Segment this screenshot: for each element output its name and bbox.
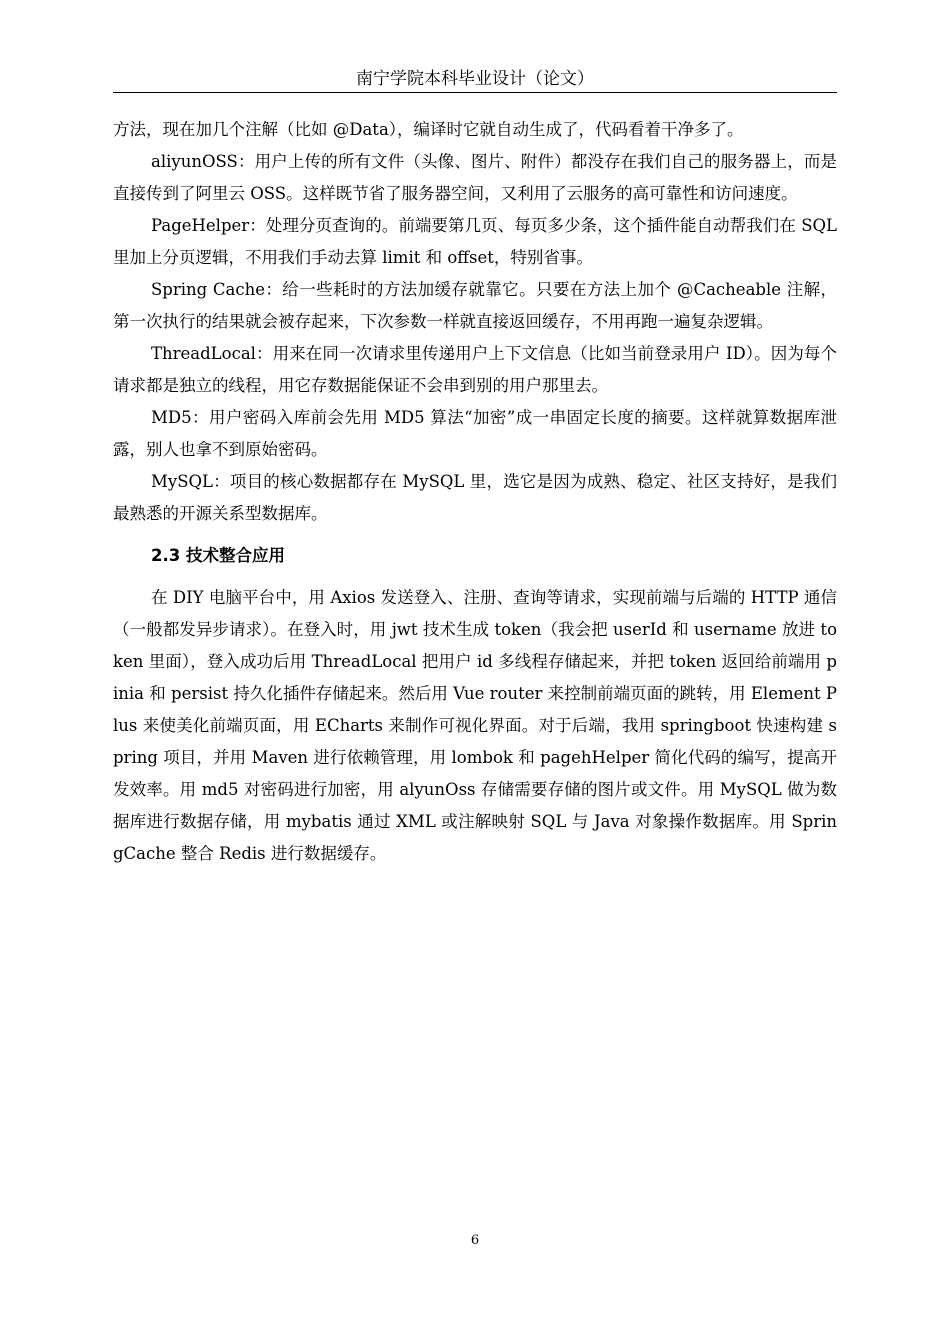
- paragraph-lombok-continuation: 方法，现在加几个注解（比如 @Data），编译时它就自动生成了，代码看着干净多了。: [113, 120, 744, 139]
- paragraph-tech-integration: 在 DIY 电脑平台中，用 Axios 发送登入、注册、查询等请求，实现前端与后端的 HTTP 通信（一般都发异步请求）。在登入时，用 jwt 技术生成 token（我会把 userId 和 username 放进 token 里面），登入成功后用 ThreadLocal 把用户 id 多线程存储起来，并把 token 返回给前端用 pinia 和 persist 持久化插件存储起来。然后用 Vue router 来控制前端页面的跳转，用 Element Plus 来使美化前端页面，用 ECharts 来制作可视化界面。对于后端，我用 springboot 快速构建 spring 项目，并用 Maven 进行依赖管理，用 lombok 和 pagehHelper 简化代码的编写，提高开发效率。用 md5 对密码进行加密，用 alyunOss 存储需要存储的图片或文件。用 MySQL 做为数据库进行数据存储，用 mybatis 通过 XML 或注解映射 SQL 与 Java 对象操作数据库。用 SpringCache 整合 Redis 进行数据缓存。: [113, 588, 837, 863]
- paragraph-spring-cache: Spring Cache：给一些耗时的方法加缓存就靠它。只要在方法上加个 @Cacheable 注解，第一次执行的结果就会被存起来，下次参数一样就直接返回缓存，不用再跑一遍复杂逻辑。: [113, 280, 837, 331]
- paragraph-aliyun-oss: aliyunOSS：用户上传的所有文件（头像、图片、附件）都没存在我们自己的服务器上，而是直接传到了阿里云 OSS。这样既节省了服务器空间，又利用了云服务的高可靠性和访问速度。: [113, 152, 837, 203]
- page-number: 6: [470, 1233, 480, 1248]
- paragraph-threadlocal: ThreadLocal：用来在同一次请求里传递用户上下文信息（比如当前登录用户 ID）。因为每个请求都是独立的线程，用它存数据能保证不会串到别的用户那里去。: [113, 344, 837, 395]
- paragraph-mysql: MySQL：项目的核心数据都存在 MySQL 里，选它是因为成熟、稳定、社区支持好，是我们最熟悉的开源关系型数据库。: [113, 472, 837, 523]
- page-body: [113, 114, 837, 870]
- header-divider: [113, 92, 837, 93]
- section-heading: 2.3 技术整合应用: [151, 546, 285, 565]
- paragraph-md5: MD5：用户密码入库前会先用 MD5 算法“加密”成一串固定长度的摘要。这样就算数据库泄露，别人也拿不到原始密码。: [113, 408, 837, 459]
- page-header-title: 南宁学院本科毕业设计（论文）: [356, 69, 594, 89]
- paragraph-pagehelper: PageHelper：处理分页查询的。前端要第几页、每页多少条，这个插件能自动帮我们在 SQL 里加上分页逻辑，不用我们手动去算 limit 和 offset，特别省事。: [113, 216, 837, 267]
